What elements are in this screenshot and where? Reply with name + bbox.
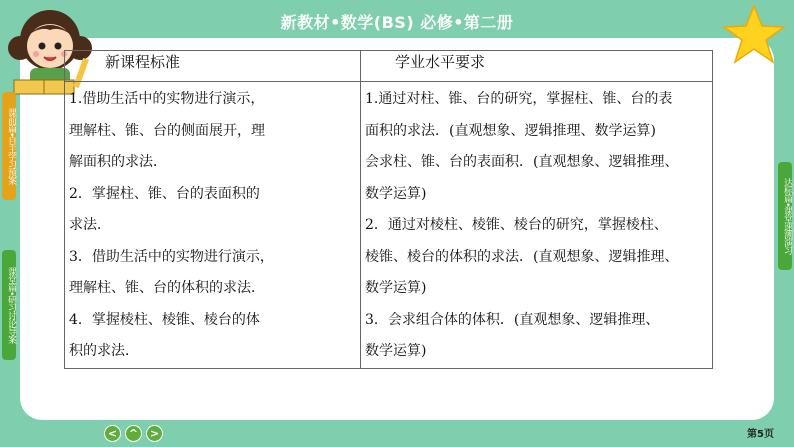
side-tab-preclass[interactable]: 课前篇•自主学习预案	[2, 92, 16, 200]
side-tab-assessment[interactable]: 达标篇•课堂速测演习	[778, 162, 792, 270]
header-title: 新教材•数学(BS) 必修•第二册	[280, 13, 514, 32]
cell-line: 1.通过对柱、锥、台的研究，掌握柱、锥、台的表	[365, 91, 673, 107]
column-header: 新课程标准	[65, 51, 361, 82]
cell-line: 数学运算)	[365, 185, 427, 202]
cell-line: 2．掌握柱、锥、台的表面积的	[69, 185, 260, 202]
cell-line: 数学运算)	[365, 280, 427, 296]
cell-line: 积的求法．	[69, 343, 139, 359]
requirement-cell	[361, 82, 713, 369]
cell-line: 4．掌握棱柱、棱锥、棱台的体	[69, 311, 260, 328]
cell-line: 数学运算)	[365, 343, 427, 359]
next-page-button[interactable]: >	[146, 425, 163, 442]
cell-line: 会求柱、锥、台的表面积．(直观想象、逻辑推理、	[365, 154, 679, 170]
cell-line: 理解柱、锥、台的侧面展开，理	[69, 122, 265, 139]
home-button[interactable]: ^	[125, 425, 142, 442]
cell-line: 求法．	[69, 217, 111, 233]
table-header-row	[65, 51, 713, 82]
curriculum-table	[64, 50, 713, 369]
prev-page-button[interactable]: <	[104, 425, 121, 442]
cell-line: 1.借助生活中的实物进行演示，	[69, 91, 265, 107]
cell-line: 理解柱、锥、台的体积的求法．	[69, 280, 265, 296]
column-header: 学业水平要求	[361, 51, 713, 82]
cell-line: 面积的求法．(直观想象、逻辑推理、数学运算)	[365, 122, 656, 139]
table-row	[65, 82, 713, 369]
standard-cell	[65, 82, 361, 369]
page-number: 第5页	[747, 429, 774, 440]
cell-line: 3．会求组合体的体积．(直观想象、逻辑推理、	[365, 311, 660, 328]
side-tab-inclass[interactable]: 课堂篇•研习讨论导案	[2, 250, 16, 360]
cell-line: 棱锥、棱台的体积的求法．(直观想象、逻辑推理、	[365, 248, 679, 265]
cell-line: 3．借助生活中的实物进行演示，	[69, 248, 274, 265]
cell-line: 2．通过对棱柱、棱锥、棱台的研究，掌握棱柱、	[365, 217, 668, 233]
star-icon	[722, 2, 786, 66]
cell-line: 解面积的求法．	[69, 154, 167, 170]
